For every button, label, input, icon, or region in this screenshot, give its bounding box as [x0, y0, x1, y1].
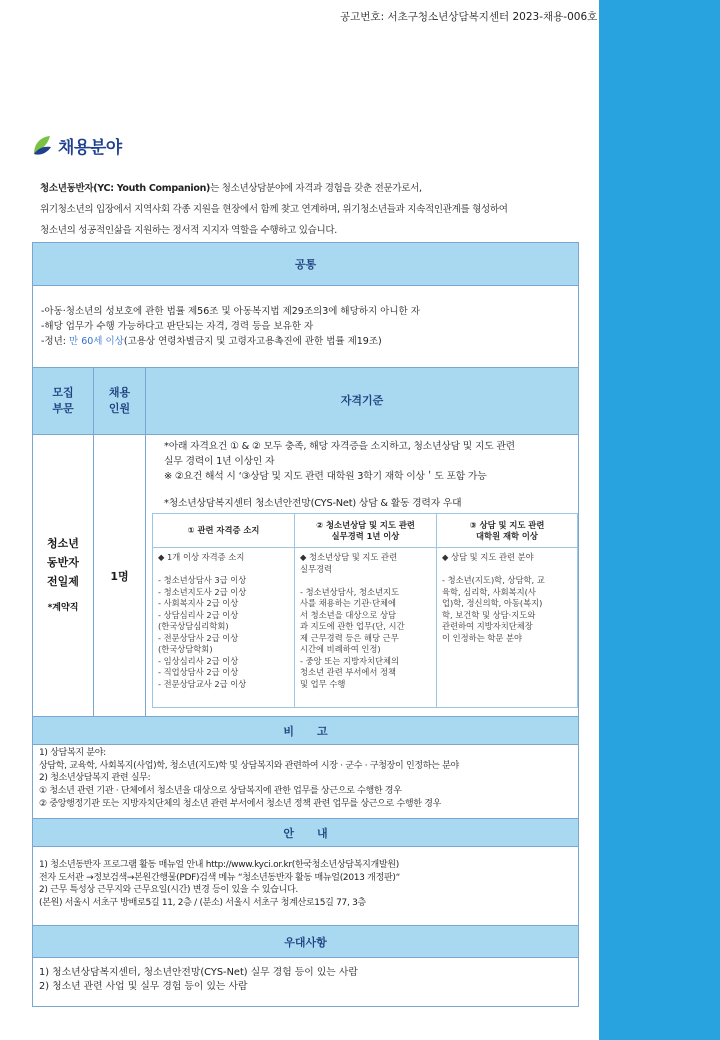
remarks-header: 비 고: [33, 717, 578, 745]
guide-box: [32, 819, 579, 926]
common-requirements-box: [32, 242, 579, 368]
recruitment-table: [32, 368, 579, 717]
right-sidebar-band: [599, 0, 720, 1040]
intro-line3: 청소년의 성공적인삶을 지원하는 정서적 지지자 역할을 수행하고 있습니다.: [40, 225, 337, 236]
criteria-line3: ※ ②요건 해석 시 ‘③상담 및 지도 관련 대학원 3학기 재학 이상＇도 포함 가능: [164, 471, 487, 482]
area-cell: [33, 435, 94, 716]
area-line1: 청소년: [47, 536, 79, 550]
col-header-area: 모집 부문: [33, 368, 94, 434]
area-line3: 전일제: [47, 574, 79, 588]
criteria-line4: *청소년상담복지센터 청소년안전망(CYS-Net) 상담 & 활동 경력자 우대: [164, 498, 462, 509]
subtable-body-row: [153, 548, 577, 707]
table-row: [33, 435, 578, 716]
intro-bold-term: 청소년동반자(YC: Youth Companion): [40, 183, 211, 194]
preference-box: [32, 926, 579, 1007]
count-cell: 1명: [94, 435, 146, 716]
remarks-body: 1) 상담복지 분야: 상담학, 교육학, 사회복지(사업)학, 청소년(지도)학 및 상담복지와 관련하여 시장 · 군수 · 구청장이 인정하는 분야 2) 청소년상담복지 관련 실무: ① 청소년 관련 기관 · 단체에서 청소년을 대상으로 상담복지에 관한 업무를 상근으로 수행한 경우 ② 중앙행정기관 또는 지방자치단체의 청소년 관련 부서에서 청소년 정책 관련 업무를 상근으로 수행한 경우: [33, 745, 578, 813]
contract-type: *계약직: [47, 602, 79, 613]
subtable-header-3: [437, 514, 577, 547]
notice-number: 공고번호: 서초구청소년상담복지센터 2023-채용-006호: [340, 11, 598, 23]
subtable-header-row: [153, 514, 577, 548]
common-line1: -아동·청소년의 성보호에 관한 법률 제56조 및 아동복지법 제29조의3에 해당하지 아니한 자: [41, 306, 420, 317]
preference-body: 1) 청소년상담복지센터, 청소년안전망(CYS-Net) 실무 경험 등이 있는 사람 2) 청소년 관련 사업 및 실무 경험 등이 있는 사람: [33, 958, 578, 994]
subtable-cell-graduate: ◆ 상담 및 지도 관련 분야 - 청소년(지도)학, 상담학, 교 육학, 심리학, 사회복지(사 업)학, 정신의학, 아동(복지) 학, 보건학 및 상담·지도와 관련하여 지방자치단체장 이 인정하는 학문 분야: [442, 552, 545, 643]
common-line2: -해당 업무가 수행 가능하다고 판단되는 자격, 경력 등을 보유한 자: [41, 321, 314, 332]
common-line3-prefix: -정년:: [41, 336, 70, 347]
preference-header: 우대사항: [33, 926, 578, 958]
guide-body: 1) 청소년동반자 프로그램 활동 매뉴얼 안내 http://www.kyci.or.kr(한국청소년상담복지개발원) 전자 도서관 →정보검색→본원간행물(PDF)검색 메뉴 “청소년동반자 활동 매뉴얼(2013 개정판)“ 2) 근무 특성상 근무지와 근무요일(시간) 변경 등이 있을 수 있습니다. (본원) 서울시 서초구 방배로5길 11, 2층 / (분소) 서울시 서초구 청계산로15길 77, 3층: [33, 847, 578, 910]
remarks-box: [32, 717, 579, 819]
subtable-header-3b: 대학원 재학 이상: [476, 530, 538, 541]
subtable-header-1: ① 관련 자격증 소지: [153, 514, 295, 547]
criteria-line2: 실무 경력이 1년 이상인 자: [164, 456, 275, 467]
subtable-header-2: [295, 514, 437, 547]
section-title: 채용분야: [58, 137, 122, 158]
col-header-criteria: 자격기준: [340, 394, 384, 407]
criteria-line1: *아래 자격요건 ① & ② 모두 충족, 해당 자격증을 소지하고, 청소년상담 및 지도 관련: [164, 441, 515, 452]
subtable-cell-certificates: ◆ 1개 이상 자격증 소지 - 청소년상담사 3급 이상 - 청소년지도사 2급 이상 - 사회복지사 2급 이상 - 상담심리사 2급 이상 (한국상담심리학회) - 전문상담사 2급 이상 (한국상담학회) - 임상심리사 2급 이상 - 직업상담사 2급 이상 - 전문상담교사 2급 이상: [153, 548, 295, 707]
section-header: [32, 132, 122, 158]
criteria-cell: [146, 435, 578, 716]
col-header-count: 채용 인원: [94, 368, 146, 434]
table-header-row: [33, 368, 578, 435]
common-header: 공통: [33, 243, 578, 286]
retirement-age-highlight: 만 60세 이상: [69, 336, 124, 347]
common-line3-rest: (고용상 연령차별금지 및 고령자고용촉진에 관한 법률 제19조): [123, 336, 382, 347]
area-line2: 동반자: [47, 555, 79, 569]
subtable-cell-experience: ◆ 청소년상담 및 지도 관련 실무경력 - 청소년상담사, 청소년지도 사를 채용하는 기관·단체에 서 청소년을 대상으로 상담 과 지도에 관한 업무(단, 시간 제 근무경력 등은 해당 근무 시간에 비례하여 인정) - 중앙 또는 지방자치단체의 청소년 관련 부서에서 정책 및 업무 수행: [295, 548, 437, 707]
subtable-header-2a: ② 청소년상담 및 지도 관련: [316, 519, 415, 530]
intro-line1: 는 청소년상담분야에 자격과 경험을 갖춘 전문가로서,: [210, 183, 422, 194]
qualification-subtable: [152, 513, 578, 708]
subtable-header-2b: 실무경력 1년 이상: [331, 530, 400, 541]
guide-header: 안 내: [33, 819, 578, 847]
common-line3: [41, 334, 570, 349]
leaf-icon: [32, 134, 52, 156]
intro-paragraph: [40, 178, 585, 241]
intro-line2: 위기청소년의 입장에서 지역사회 각종 지원을 현장에서 함께 찾고 연계하며, 위기청소년들과 지속적인관계를 형성하여: [40, 204, 508, 215]
common-body: [33, 286, 578, 349]
subtable-header-3a: ③ 상담 및 지도 관련: [469, 519, 545, 530]
